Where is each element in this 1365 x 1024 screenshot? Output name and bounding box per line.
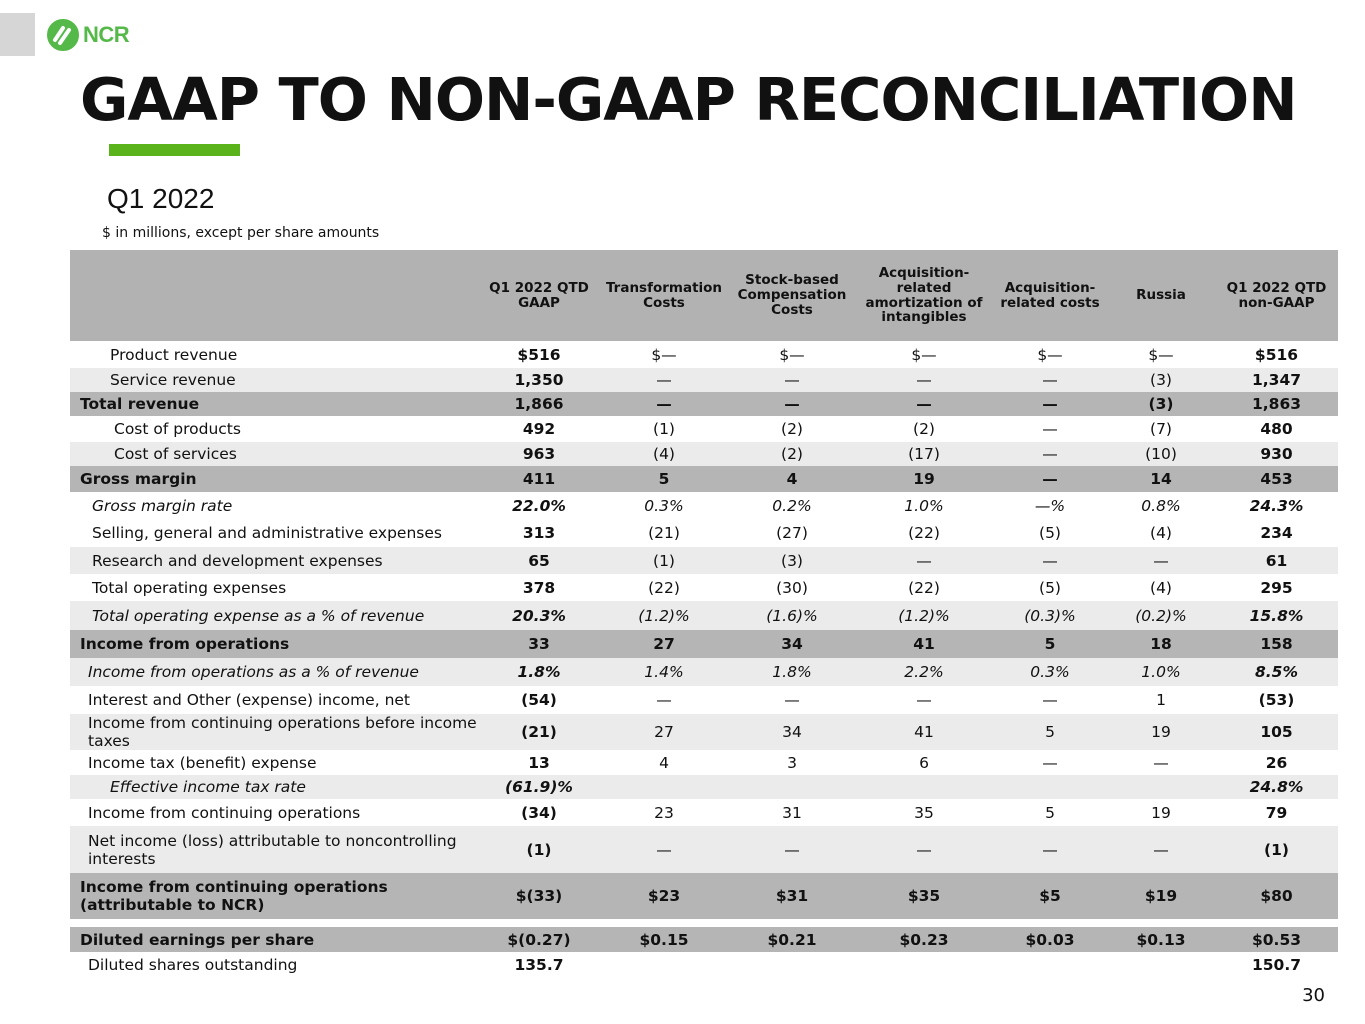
table-cell: — [855, 686, 993, 714]
table-cell: (1) [1215, 826, 1338, 873]
table-cell: — [729, 686, 855, 714]
table-cell: — [993, 392, 1107, 416]
table-cell: (3) [1107, 392, 1215, 416]
table-cell [993, 952, 1107, 978]
table-row [70, 368, 1338, 392]
table-cell: 1,866 [479, 392, 599, 416]
table-cell: — [993, 368, 1107, 392]
table-cell: (5) [993, 574, 1107, 601]
column-header: Acquisition-related amortization of intangibles [855, 250, 993, 341]
table-cell: 61 [1215, 547, 1338, 574]
table-cell: $19 [1107, 873, 1215, 919]
table-cell: (54) [479, 686, 599, 714]
table-cell: 34 [729, 630, 855, 658]
row-label: Total operating expense as a % of revenue [70, 601, 479, 630]
table-cell: (34) [479, 799, 599, 826]
table-cell [855, 952, 993, 978]
table-cell: 8.5% [1215, 658, 1338, 686]
table-cell: 19 [1107, 799, 1215, 826]
table-cell: 0.3% [993, 658, 1107, 686]
table-row [70, 442, 1338, 466]
table-cell: 35 [855, 799, 993, 826]
ncr-logo-icon [46, 18, 82, 52]
table-cell: 14 [1107, 466, 1215, 492]
table-cell: — [599, 392, 729, 416]
table-row [70, 392, 1338, 416]
table-cell: (53) [1215, 686, 1338, 714]
table-cell: — [599, 368, 729, 392]
table-header-row [70, 250, 1338, 341]
table-cell: 20.3% [479, 601, 599, 630]
table-cell [855, 775, 993, 799]
table-cell: 22.0% [479, 492, 599, 519]
table-cell: —% [993, 492, 1107, 519]
table-cell: (0.2)% [1107, 601, 1215, 630]
table-cell: 295 [1215, 574, 1338, 601]
units-note: $ in millions, except per share amounts [102, 225, 380, 241]
table-cell: (61.9)% [479, 775, 599, 799]
table-cell: (4) [1107, 574, 1215, 601]
row-label: Income from continuing operations [70, 799, 479, 826]
table-cell: 41 [855, 630, 993, 658]
table-cell: (3) [729, 547, 855, 574]
table-cell: 1,350 [479, 368, 599, 392]
table-cell: 0.3% [599, 492, 729, 519]
table-cell [599, 952, 729, 978]
table-row [70, 466, 1338, 492]
table-cell: 480 [1215, 416, 1338, 442]
table-cell: 930 [1215, 442, 1338, 466]
table-cell: 34 [729, 714, 855, 750]
row-label: Diluted shares outstanding [70, 952, 479, 978]
table-cell [993, 775, 1107, 799]
table-cell: (1.2)% [599, 601, 729, 630]
table-row [70, 714, 1338, 750]
table-cell: $0.15 [599, 927, 729, 952]
table-cell: (30) [729, 574, 855, 601]
table-cell: (5) [993, 519, 1107, 547]
row-label: Income from continuing operations (attributable to NCR) [70, 873, 479, 919]
table-cell: 23 [599, 799, 729, 826]
table-cell: 313 [479, 519, 599, 547]
table-row [70, 574, 1338, 601]
table-cell: 1.8% [729, 658, 855, 686]
table-cell: 18 [1107, 630, 1215, 658]
table-cell: $— [993, 341, 1107, 368]
row-label: Diluted earnings per share [70, 927, 479, 952]
column-header: Acquisition-related costs [993, 250, 1107, 341]
table-cell: 1,863 [1215, 392, 1338, 416]
column-header: Stock-based Compensation Costs [729, 250, 855, 341]
table-cell: 6 [855, 750, 993, 775]
table-cell: (27) [729, 519, 855, 547]
table-row [70, 873, 1338, 919]
table-cell: 963 [479, 442, 599, 466]
row-label: Effective income tax rate [70, 775, 479, 799]
table-cell: 150.7 [1215, 952, 1338, 978]
table-cell: 13 [479, 750, 599, 775]
table-row [70, 519, 1338, 547]
table-cell: 4 [599, 750, 729, 775]
table-cell: $— [729, 341, 855, 368]
table-row [70, 952, 1338, 978]
row-label: Income from operations as a % of revenue [70, 658, 479, 686]
table-cell: $(0.27) [479, 927, 599, 952]
table-cell: (2) [729, 416, 855, 442]
table-cell: — [1107, 750, 1215, 775]
table-cell: — [1107, 826, 1215, 873]
table-cell: 24.8% [1215, 775, 1338, 799]
table-cell: $35 [855, 873, 993, 919]
table-cell: 5 [599, 466, 729, 492]
table-cell: (10) [1107, 442, 1215, 466]
reconciliation-table [70, 250, 1338, 978]
table-cell [729, 775, 855, 799]
table-row [70, 547, 1338, 574]
table-row [70, 416, 1338, 442]
table-cell: 4 [729, 466, 855, 492]
table-cell: — [729, 826, 855, 873]
table-cell: — [729, 392, 855, 416]
table-cell: — [993, 442, 1107, 466]
table-cell: 234 [1215, 519, 1338, 547]
column-header: Transformation Costs [599, 250, 729, 341]
table-cell: — [855, 368, 993, 392]
table-cell: — [729, 368, 855, 392]
table-cell: $5 [993, 873, 1107, 919]
table-cell: $— [1107, 341, 1215, 368]
row-label: Cost of services [70, 442, 479, 466]
table-cell [1107, 775, 1215, 799]
table-cell: (1) [599, 547, 729, 574]
table-cell: $516 [479, 341, 599, 368]
table-cell: — [993, 750, 1107, 775]
table-cell: — [855, 547, 993, 574]
ncr-logo [46, 18, 129, 52]
table-cell: (17) [855, 442, 993, 466]
table-cell: 378 [479, 574, 599, 601]
table-cell: 2.2% [855, 658, 993, 686]
row-label: Gross margin rate [70, 492, 479, 519]
row-label: Net income (loss) attributable to noncontrolling interests [70, 826, 479, 873]
column-header: Russia [1107, 250, 1215, 341]
table-cell [599, 775, 729, 799]
table-cell: — [993, 686, 1107, 714]
row-label: Product revenue [70, 341, 479, 368]
table-row [70, 341, 1338, 368]
row-label: Cost of products [70, 416, 479, 442]
table-cell: (21) [599, 519, 729, 547]
table-cell: (2) [855, 416, 993, 442]
table-cell: $0.21 [729, 927, 855, 952]
table-cell: $0.13 [1107, 927, 1215, 952]
table-cell: 1 [1107, 686, 1215, 714]
table-cell: (3) [1107, 368, 1215, 392]
table-cell: 19 [855, 466, 993, 492]
table-cell: 31 [729, 799, 855, 826]
table-cell: $23 [599, 873, 729, 919]
table-cell: — [855, 392, 993, 416]
table-row [70, 826, 1338, 873]
table-cell: 135.7 [479, 952, 599, 978]
table-cell: 1.4% [599, 658, 729, 686]
table-cell: $31 [729, 873, 855, 919]
table-cell: $80 [1215, 873, 1338, 919]
table-cell: 27 [599, 630, 729, 658]
table-cell: 1,347 [1215, 368, 1338, 392]
table-cell: (22) [855, 519, 993, 547]
table-cell: (1.6)% [729, 601, 855, 630]
table-cell: (21) [479, 714, 599, 750]
table-cell: $(33) [479, 873, 599, 919]
table-cell: (2) [729, 442, 855, 466]
page-number: 30 [1302, 985, 1325, 1006]
table-cell: (4) [1107, 519, 1215, 547]
table-row [70, 658, 1338, 686]
row-label: Income tax (benefit) expense [70, 750, 479, 775]
row-label: Total operating expenses [70, 574, 479, 601]
table-cell: — [599, 686, 729, 714]
table-cell: 27 [599, 714, 729, 750]
row-label: Total revenue [70, 392, 479, 416]
table-cell: 5 [993, 630, 1107, 658]
table-row [70, 630, 1338, 658]
table-cell: (1) [479, 826, 599, 873]
table-cell: $— [855, 341, 993, 368]
table-cell: 1.8% [479, 658, 599, 686]
row-label: Income from continuing operations before income taxes [70, 714, 479, 750]
row-label: Income from operations [70, 630, 479, 658]
table-cell: 41 [855, 714, 993, 750]
table-cell: 105 [1215, 714, 1338, 750]
table-row [70, 927, 1338, 952]
row-label: Selling, general and administrative expenses [70, 519, 479, 547]
table-cell: 5 [993, 799, 1107, 826]
logo-text: NCR [83, 22, 130, 47]
table-cell: 0.8% [1107, 492, 1215, 519]
table-row [70, 750, 1338, 775]
table-cell: 24.3% [1215, 492, 1338, 519]
table-cell [1107, 952, 1215, 978]
table-cell: 19 [1107, 714, 1215, 750]
table-cell: — [855, 826, 993, 873]
table-cell: 411 [479, 466, 599, 492]
table-cell: — [993, 547, 1107, 574]
column-header: Q1 2022 QTD non-GAAP [1215, 250, 1338, 341]
table-row [70, 775, 1338, 799]
table-cell: 15.8% [1215, 601, 1338, 630]
table-cell: 453 [1215, 466, 1338, 492]
column-header [70, 250, 479, 341]
table-cell: 5 [993, 714, 1107, 750]
table-row [70, 492, 1338, 519]
page-title: GAAP TO NON-GAAP RECONCILIATION [80, 65, 1297, 134]
table-cell: 0.2% [729, 492, 855, 519]
table-cell: 33 [479, 630, 599, 658]
table-cell: — [599, 826, 729, 873]
table-cell: $0.03 [993, 927, 1107, 952]
table-cell: (4) [599, 442, 729, 466]
table-cell: $0.23 [855, 927, 993, 952]
row-label: Gross margin [70, 466, 479, 492]
table-cell: (1.2)% [855, 601, 993, 630]
table-row [70, 799, 1338, 826]
table-cell [729, 952, 855, 978]
table-cell: 1.0% [1107, 658, 1215, 686]
table-cell: $— [599, 341, 729, 368]
table-cell: (1) [599, 416, 729, 442]
table-spacer-row [70, 919, 1338, 927]
table-row [70, 686, 1338, 714]
table-cell: (7) [1107, 416, 1215, 442]
row-label: Interest and Other (expense) income, net [70, 686, 479, 714]
table-cell: 492 [479, 416, 599, 442]
table-cell: 65 [479, 547, 599, 574]
table-row [70, 601, 1338, 630]
title-accent-bar [109, 144, 240, 156]
table-cell: — [993, 466, 1107, 492]
table-cell: — [993, 826, 1107, 873]
row-label: Service revenue [70, 368, 479, 392]
table-cell: 3 [729, 750, 855, 775]
period-subtitle: Q1 2022 [107, 183, 215, 214]
table-cell: $0.53 [1215, 927, 1338, 952]
table-cell: 158 [1215, 630, 1338, 658]
table-cell: $516 [1215, 341, 1338, 368]
table-cell: 26 [1215, 750, 1338, 775]
table-cell: 1.0% [855, 492, 993, 519]
corner-tab [0, 13, 35, 56]
column-header: Q1 2022 QTD GAAP [479, 250, 599, 341]
table-cell: — [1107, 547, 1215, 574]
row-label: Research and development expenses [70, 547, 479, 574]
table-cell: (22) [855, 574, 993, 601]
table-cell: 79 [1215, 799, 1338, 826]
table-cell: (22) [599, 574, 729, 601]
table-cell: — [993, 416, 1107, 442]
table-cell: (0.3)% [993, 601, 1107, 630]
